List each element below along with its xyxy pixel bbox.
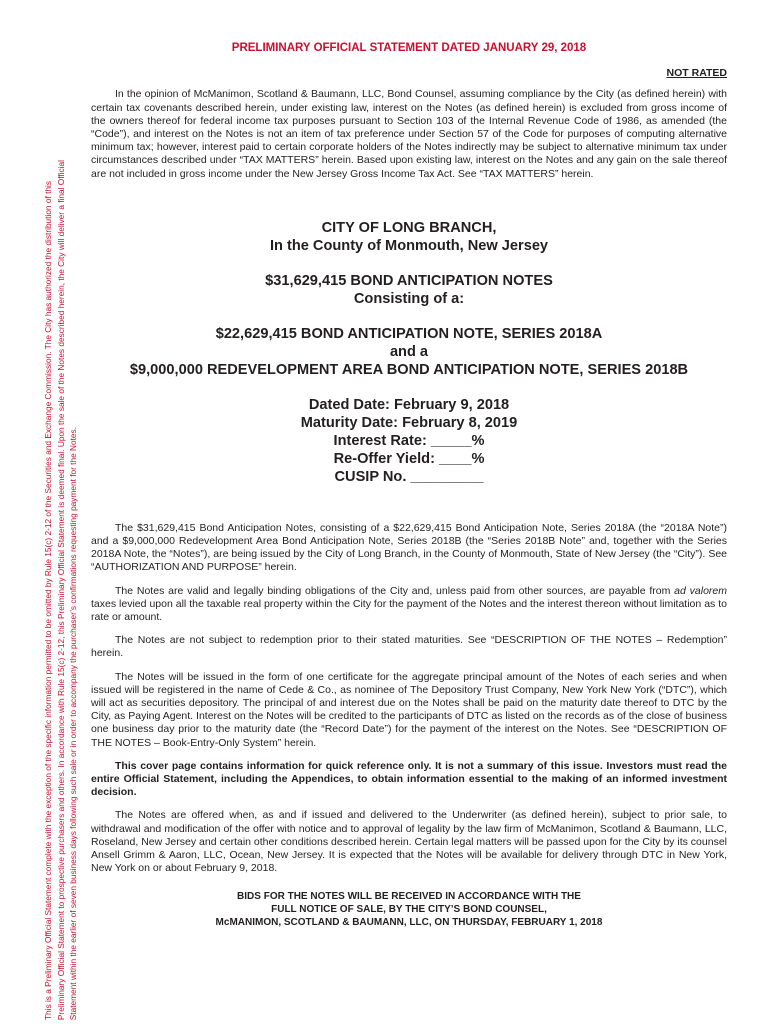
bids-notice — [91, 890, 727, 929]
dated-date: Dated Date: February 9, 2018 — [308, 396, 510, 413]
bids-line-1: BIDS FOR THE NOTES WILL BE RECEIVED IN ACCORDANCE WITH THE — [237, 890, 581, 902]
offering-paragraph: The Notes are offered when, as and if issued and delivered to the Underwriter (as defined herein), subject to prior sale, to withdrawal and modification of the offer with notice and to approval of legality by the law firm of McManimon, Scotland & Baumann, LLC, Roseland, New Jersey and certain other conditions described herein. Certain legal matters will be passed upon for the City by its counsel Ansell Grimm & Aaron, LLC, Ocean, New Jersey. It is expected that the Notes will be available for delivery through DTC in New York, New York on or about February 9, 2018. — [91, 809, 727, 875]
notes-description-paragraph: The $31,629,415 Bond Anticipation Notes, consisting of a $22,629,415 Bond Anticipation Note, Series 2018A (the “2018A Note”) and a $9,000,000 Redevelopment Area Bond Anticipation Note, Series 2018B (the “Series 2018B Note” and, together with the Series 2018A Note, the “Notes”), are being issued by the City of Long Branch, in the County of Monmouth, State of New Jersey (the “City”). See “AUTHORIZATION AND PURPOSE” herein. — [91, 521, 727, 574]
book-entry-paragraph: The Notes will be issued in the form of one certificate for the aggregate principal amount of the Notes of each series and when issued will be registered in the name of Cede & Co., as nominee of The Depository Trust Company, New York New York (“DTC”), which will act as securities depository. The principal of and interest due on the Notes shall be paid on the maturity date thereof to DTC by the City, as Paying Agent. Interest on the Notes will be credited to the participants of DTC as listed on the records as of the close of business one business day prior to the maturity date (the “Record Date”) for the payment of the interest on the Notes. See “DESCRIPTION OF THE NOTES – Book-Entry-Only System” herein. — [91, 670, 727, 749]
bids-line-2: FULL NOTICE OF SALE, BY THE CITY’S BOND COUNSEL, — [271, 903, 547, 915]
issue-consisting: Consisting of a: — [353, 290, 465, 307]
red-herring-line-2: Preliminary Official Statement to prospective purchasers and others. In accordance with Rule 15(c) 2-12, this Preliminary Official Statement is deemed final. Upon the sale of the Notes described herein, the City will deliver a final Official — [55, 159, 66, 1020]
reoffer-yield: Re-Offer Yield: ____% — [333, 450, 485, 467]
red-herring-line-1: This is a Preliminary Official Statement complete with the exception of the specific information permitted to be omitted by Rule 15(c) 2-12 of the Securities and Exchange Commission. The City has authorized the distribution of this — [43, 180, 53, 1020]
security-paragraph — [91, 585, 727, 625]
series-and: and a — [389, 343, 429, 360]
interest-rate: Interest Rate: _____% — [333, 432, 485, 449]
quick-reference-notice: This cover page contains information for quick reference only. It is not a summary of this issue. Investors must read the entire Official Statement, including the Appendices, to obtain information essential to the making of an informed investment decision. — [91, 759, 727, 799]
bids-line-3: McMANIMON, SCOTLAND & BAUMANN, LLC, ON THURSDAY, FEBRUARY 1, 2018 — [215, 916, 603, 928]
issuer-block — [91, 219, 727, 255]
security-text-start: The Notes are valid and legally binding obligations of the City and, unless paid from other sources, are payable from — [115, 584, 675, 597]
issue-block — [91, 272, 727, 308]
cover-page — [91, 38, 727, 929]
preliminary-heading: PRELIMINARY OFFICIAL STATEMENT DATED JANUARY 29, 2018 — [231, 42, 587, 54]
cusip-number: CUSIP No. _________ — [334, 468, 484, 485]
red-herring-line-3: Statement within the earlier of seven business days following such sale or in order to accompany the purchaser’s confirmations requesting payment for the Notes. — [68, 426, 78, 1020]
series-a-title: $22,629,415 BOND ANTICIPATION NOTE, SERIES 2018A — [215, 325, 603, 342]
terms-block — [91, 396, 727, 486]
issue-title: $31,629,415 BOND ANTICIPATION NOTES — [265, 272, 553, 289]
maturity-date: Maturity Date: February 8, 2019 — [300, 414, 518, 431]
issuer-county: In the County of Monmouth, New Jersey — [269, 237, 549, 254]
tax-opinion-paragraph: In the opinion of McManimon, Scotland & Baumann, LLC, Bond Counsel, assuming compliance by the City (as defined herein) with certain tax covenants described herein, under existing law, interest on the Notes (as defined herein) is excluded from gross income of the owners thereof for federal income tax purposes pursuant to Section 103 of the Internal Revenue Code of 1986, as amended (the “Code”), and interest on the Notes is not an item of tax preference under Section 57 of the Code for purposes of computing alternative minimum tax; however, interest paid to certain corporate holders of the Notes indirectly may be subject to alternative minimum tax under circumstances described under “TAX MATTERS” herein. Based upon existing law, interest on the Notes and any gain on the sale thereof are not included in gross income under the New Jersey Gross Income Tax Act. See “TAX MATTERS” herein. — [91, 88, 727, 180]
redemption-paragraph: The Notes are not subject to redemption prior to their stated maturities. See “DESCRIPTION OF THE NOTES – Redemption” herein. — [91, 634, 727, 660]
series-b-title: $9,000,000 REDEVELOPMENT AREA BOND ANTICIPATION NOTE, SERIES 2018B — [129, 361, 689, 378]
ad-valorem-term: ad valorem — [674, 584, 727, 597]
series-block — [91, 325, 727, 379]
security-text-end: taxes levied upon all the taxable real property within the City for the payment of the Notes and the interest thereon without limitation as to rate or amount. — [91, 597, 727, 624]
red-herring-legend — [42, 30, 80, 1020]
rating-label: NOT RATED — [666, 67, 727, 80]
issuer-name: CITY OF LONG BRANCH, — [321, 219, 497, 236]
